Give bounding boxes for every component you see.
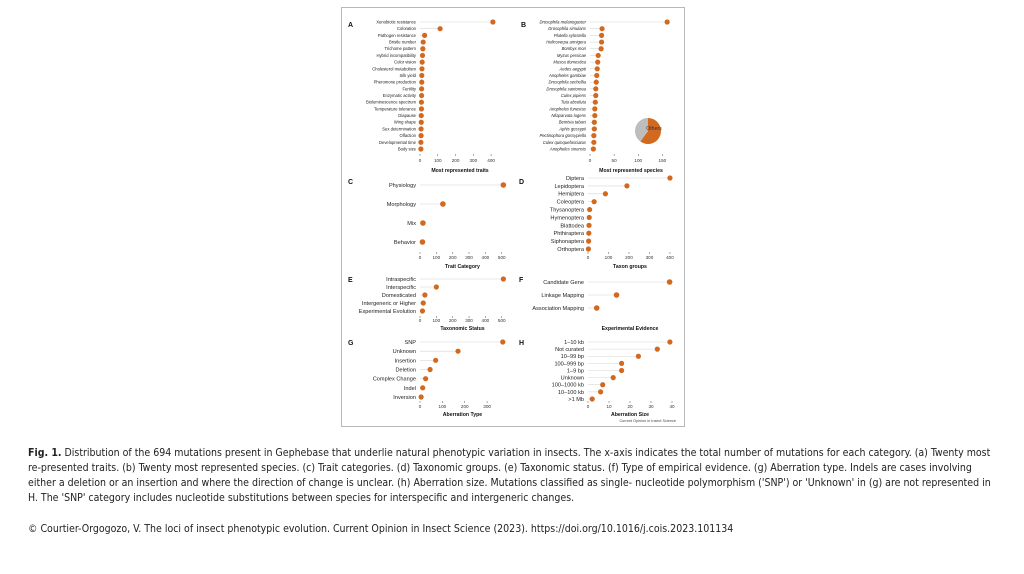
category-label-h-1: Not curated: [555, 347, 584, 354]
point-a-9: [419, 80, 424, 85]
tick-label-h-1: 10: [606, 404, 612, 409]
category-label-e-2: Domesticated: [381, 292, 416, 299]
point-b-4: [598, 46, 603, 51]
category-label-d-1: Lepidoptera: [554, 183, 584, 190]
category-label-a-3: Bristle number: [389, 39, 416, 45]
point-h-8: [590, 396, 595, 401]
category-label-d-5: Hymenoptera: [550, 215, 584, 222]
point-a-10: [419, 86, 424, 91]
category-label-c-0: Physiology: [388, 182, 416, 189]
tick-label-c-5: 500: [497, 255, 506, 260]
point-e-2: [422, 292, 427, 297]
point-b-19: [591, 146, 596, 151]
point-b-6: [595, 60, 600, 65]
category-label-h-7: 10–100 kb: [557, 389, 584, 396]
point-h-2: [636, 354, 641, 359]
point-d-3: [592, 199, 597, 204]
tick-label-e-2: 200: [448, 318, 457, 323]
panel-letter-e: E: [348, 277, 353, 284]
point-a-6: [420, 60, 425, 65]
axis-title-c: Trait Category: [445, 264, 480, 270]
category-label-f-1: Linkage Mapping: [541, 292, 584, 299]
category-label-b-2: Plutella xylostella: [553, 32, 586, 38]
tick-label-d-0: 0: [586, 255, 590, 260]
category-label-a-11: Enzymatic activity: [382, 92, 416, 98]
figure-caption: [28, 446, 996, 506]
caption-label: Fig. 1.: [28, 447, 62, 459]
tick-label-e-0: 0: [418, 318, 422, 323]
category-label-g-6: Inversion: [393, 394, 416, 401]
axis-title-h: Aberration Size: [610, 412, 650, 418]
axis-title-g: Aberration Type: [442, 412, 483, 418]
tick-label-c-1: 100: [432, 255, 441, 260]
category-label-a-6: Color vision: [394, 59, 416, 65]
category-label-c-1: Morphology: [386, 201, 416, 208]
point-c-1: [440, 201, 446, 207]
category-label-e-0: Intraspecific: [386, 276, 416, 283]
category-label-d-6: Blattodea: [560, 223, 584, 230]
point-a-4: [420, 46, 425, 51]
point-a-16: [418, 126, 423, 131]
panel-letter-d: D: [519, 179, 525, 186]
tick-label-g-2: 200: [460, 404, 469, 409]
category-label-a-15: Wing shape: [393, 119, 416, 125]
tick-label-g-1: 100: [438, 404, 447, 409]
point-h-1: [655, 347, 660, 352]
source-note: Current Opinion in Insect Science: [619, 419, 676, 423]
figure-svg: [342, 8, 684, 426]
tick-label-d-4: 400: [666, 255, 674, 260]
point-d-2: [603, 191, 608, 196]
point-a-18: [418, 140, 423, 145]
category-label-b-3: Helicoverpa armigera: [546, 39, 586, 45]
category-label-b-7: Aedes aegypti: [559, 66, 586, 72]
panel-letter-b: B: [521, 22, 527, 29]
tick-label-a-0: 0: [418, 158, 422, 163]
axis-title-f: Experimental Evidence: [601, 326, 659, 332]
category-label-h-0: 1–10 kb: [564, 339, 584, 346]
tick-label-a-1: 100: [433, 158, 442, 163]
category-label-b-13: Anopheles funestus: [549, 106, 586, 112]
point-b-10: [593, 86, 598, 91]
axis-title-d: Taxon groups: [613, 264, 647, 270]
tick-label-d-3: 300: [645, 255, 654, 260]
panel-letter-a: A: [348, 22, 354, 29]
tick-label-a-2: 200: [451, 158, 460, 163]
point-c-3: [420, 239, 426, 245]
point-b-12: [593, 100, 598, 105]
category-label-d-9: Orthoptera: [557, 246, 584, 253]
point-b-16: [592, 126, 597, 131]
category-label-e-4: Experimental Evolution: [358, 308, 416, 315]
point-b-2: [599, 33, 604, 38]
category-label-d-4: Thysanoptera: [549, 207, 584, 214]
point-a-11: [419, 93, 424, 98]
point-d-4: [587, 207, 592, 212]
point-g-1: [455, 349, 460, 354]
category-label-g-2: Insertion: [394, 358, 416, 365]
point-a-5: [420, 53, 425, 58]
axis-title-b: Most represented species: [599, 168, 663, 174]
tick-label-g-0: 0: [418, 404, 422, 409]
point-a-7: [419, 66, 424, 71]
tick-label-c-2: 200: [448, 255, 457, 260]
point-b-5: [596, 53, 601, 58]
point-g-0: [500, 339, 505, 344]
category-label-g-1: Unknown: [392, 349, 416, 356]
tick-label-c-4: 400: [481, 255, 490, 260]
point-a-1: [437, 26, 442, 31]
point-b-0: [665, 19, 670, 24]
category-label-a-5: Hybrid incompatibility: [376, 52, 416, 58]
tick-label-h-0: 0: [586, 404, 590, 409]
tick-label-a-3: 300: [469, 158, 478, 163]
category-label-f-2: Association Mapping: [532, 305, 584, 312]
point-a-8: [419, 73, 424, 78]
category-label-d-7: Phthiraptera: [553, 231, 584, 238]
category-label-h-8: >1 Mb: [568, 396, 584, 403]
tick-label-e-1: 100: [432, 318, 441, 323]
point-b-1: [599, 26, 604, 31]
category-label-d-2: Hemiptera: [558, 191, 584, 198]
point-f-1: [614, 292, 620, 298]
figure-panel: [341, 7, 685, 427]
tick-label-c-3: 300: [465, 255, 473, 260]
category-label-a-10: Fertility: [402, 86, 416, 92]
category-label-b-12: Tuta absoluta: [560, 99, 586, 105]
tick-label-e-3: 300: [465, 318, 473, 323]
category-label-e-3: Intergeneric or Higher: [361, 300, 416, 307]
category-label-a-8: Silk yield: [399, 72, 416, 78]
point-b-14: [592, 113, 597, 118]
point-b-18: [591, 140, 596, 145]
tick-label-a-4: 400: [487, 158, 495, 163]
point-d-7: [586, 231, 591, 236]
tick-label-e-4: 400: [481, 318, 490, 323]
category-label-b-15: Bemisia tabaci: [558, 119, 586, 125]
point-d-8: [586, 239, 591, 244]
category-label-b-1: Drosophila simulans: [548, 26, 586, 32]
point-b-9: [594, 80, 599, 85]
category-label-a-19: Body size: [397, 146, 416, 152]
category-label-h-3: 100–999 bp: [554, 361, 584, 368]
axis-title-a: Most represented traits: [431, 168, 489, 174]
point-b-3: [599, 39, 604, 44]
point-b-13: [592, 106, 597, 111]
point-b-17: [591, 133, 596, 138]
point-h-0: [667, 339, 672, 344]
point-d-0: [667, 175, 672, 180]
category-label-b-9: Drosophila sechellia: [548, 79, 586, 85]
point-a-0: [490, 19, 495, 24]
point-h-3: [619, 361, 624, 366]
point-e-4: [420, 308, 425, 313]
category-label-d-0: Diptera: [565, 175, 584, 182]
point-a-17: [418, 133, 423, 138]
point-a-14: [419, 113, 424, 118]
point-b-11: [593, 93, 598, 98]
tick-label-b-1: 50: [611, 158, 617, 163]
point-h-7: [598, 389, 603, 394]
point-c-0: [501, 182, 507, 188]
tick-label-b-3: 150: [658, 158, 667, 163]
category-label-c-3: Behavior: [393, 239, 416, 246]
category-label-a-14: Diapause: [398, 113, 416, 119]
tick-label-e-5: 500: [497, 318, 506, 323]
category-label-h-2: 10–99 bp: [560, 354, 584, 361]
category-label-c-2: Mix: [407, 220, 416, 227]
category-label-a-16: Sex determination: [382, 126, 416, 132]
point-a-15: [419, 120, 424, 125]
point-b-15: [592, 120, 597, 125]
point-c-2: [420, 220, 426, 226]
point-f-2: [594, 305, 600, 311]
point-g-2: [433, 358, 438, 363]
category-label-a-7: Cholesterol metabolism: [372, 66, 416, 72]
category-label-b-19: Anopheles sinensis: [549, 146, 586, 152]
category-label-b-5: Myzus persicae: [556, 52, 586, 58]
point-h-6: [600, 382, 605, 387]
point-d-9: [586, 246, 591, 251]
pie-label: Others: [646, 126, 662, 132]
figure-credit: © Courtier-Orgogozo, V. The loci of insect phenotypic evolution. Current Opinion in Insect Science (2023). https://doi.org/10.1016/j.cois.2023.101134: [28, 523, 734, 535]
category-label-a-0: Xenobiotic resistance: [376, 19, 416, 25]
point-d-6: [586, 223, 591, 228]
point-g-6: [419, 394, 424, 399]
category-label-b-14: Nilaparvata lugens: [551, 113, 586, 119]
category-label-g-0: SNP: [404, 339, 416, 346]
tick-label-d-1: 100: [604, 255, 613, 260]
point-f-0: [667, 279, 673, 285]
category-label-b-0: Drosophila melanogaster: [539, 19, 586, 25]
category-label-h-6: 100–1000 kb: [551, 382, 584, 389]
tick-label-b-2: 100: [634, 158, 643, 163]
tick-label-h-2: 20: [627, 404, 633, 409]
point-a-13: [419, 106, 424, 111]
category-label-b-6: Musca domestica: [553, 59, 586, 65]
point-g-3: [427, 367, 432, 372]
category-label-g-5: Indel: [403, 385, 416, 392]
category-label-a-18: Developmental time: [378, 139, 416, 145]
category-label-d-3: Coleoptera: [556, 199, 584, 206]
caption-text: Distribution of the 694 mutations present in Gephebase that underlie natural phenotypic variation in insects. The x-axis indicates the total number of mutations for each category. (a) Twenty most re-presented traits. (b) Twenty most represented species. (c) Trait categories. (d) Taxonomic groups. (e) Taxonomic status. (f) Type of empirical evidence. (g) Aberration type. Indels are cases involving either a deletion or an insertion and where the direction of change is unclear. (h) Aberration size. Mutations classified as single- nucleotide polymorphism ('SNP') or 'Unknown' in (g) are not represented in H. The 'SNP' category includes nucleotide substitutions between species for interspecific and intergeneric changes.: [28, 447, 991, 504]
tick-label-b-0: 0: [588, 158, 592, 163]
category-label-a-13: Temperature tolerance: [374, 106, 416, 112]
point-h-5: [611, 375, 616, 380]
point-d-1: [624, 183, 629, 188]
point-a-2: [422, 33, 427, 38]
category-label-b-8: Anopheles gambiae: [548, 72, 586, 78]
category-label-b-11: Culex pipiens: [560, 92, 586, 98]
point-b-7: [595, 66, 600, 71]
axis-title-e: Taxonomic Status: [440, 326, 485, 332]
panel-letter-h: H: [519, 340, 525, 347]
point-d-5: [587, 215, 592, 220]
category-label-f-0: Candidate Gene: [543, 279, 584, 286]
point-a-3: [421, 39, 426, 44]
category-label-g-4: Complex Change: [372, 376, 416, 383]
category-label-d-8: Siphonaptera: [550, 239, 584, 246]
category-label-b-4: Bombyx mori: [561, 46, 586, 52]
category-label-a-1: Coloration: [396, 26, 416, 32]
point-e-1: [434, 284, 439, 289]
point-a-12: [419, 100, 424, 105]
category-label-e-1: Interspecific: [386, 284, 416, 291]
panel-letter-f: F: [519, 277, 524, 284]
point-h-4: [619, 368, 624, 373]
point-g-4: [423, 376, 428, 381]
category-label-a-17: Olfaction: [399, 133, 416, 139]
category-label-b-18: Culex quinquefasciatus: [542, 139, 586, 145]
tick-label-g-3: 300: [483, 404, 491, 409]
category-label-b-17: Pectinophora gossypiella: [539, 133, 586, 139]
category-label-a-4: Trichome pattern: [384, 46, 416, 52]
point-g-5: [420, 385, 425, 390]
point-e-0: [501, 276, 506, 281]
tick-label-h-3: 30: [648, 404, 654, 409]
point-b-8: [594, 73, 599, 78]
category-label-h-4: 1–9 bp: [566, 368, 584, 375]
tick-label-c-0: 0: [418, 255, 422, 260]
category-label-a-2: Pathogen resistance: [377, 32, 416, 38]
category-label-g-3: Deletion: [395, 367, 416, 374]
point-e-3: [421, 300, 426, 305]
panel-letter-g: G: [348, 340, 354, 347]
tick-label-h-4: 40: [669, 404, 675, 409]
point-a-19: [418, 146, 423, 151]
category-label-b-10: Drosophila santomea: [546, 86, 586, 92]
panel-letter-c: C: [348, 179, 354, 186]
category-label-b-16: Aphis gossypii: [559, 126, 586, 132]
category-label-a-9: Pheromone production: [373, 79, 416, 85]
category-label-a-12: Bioluminescence spectrum: [365, 99, 416, 105]
tick-label-d-2: 200: [625, 255, 633, 260]
category-label-h-5: Unknown: [560, 375, 584, 382]
